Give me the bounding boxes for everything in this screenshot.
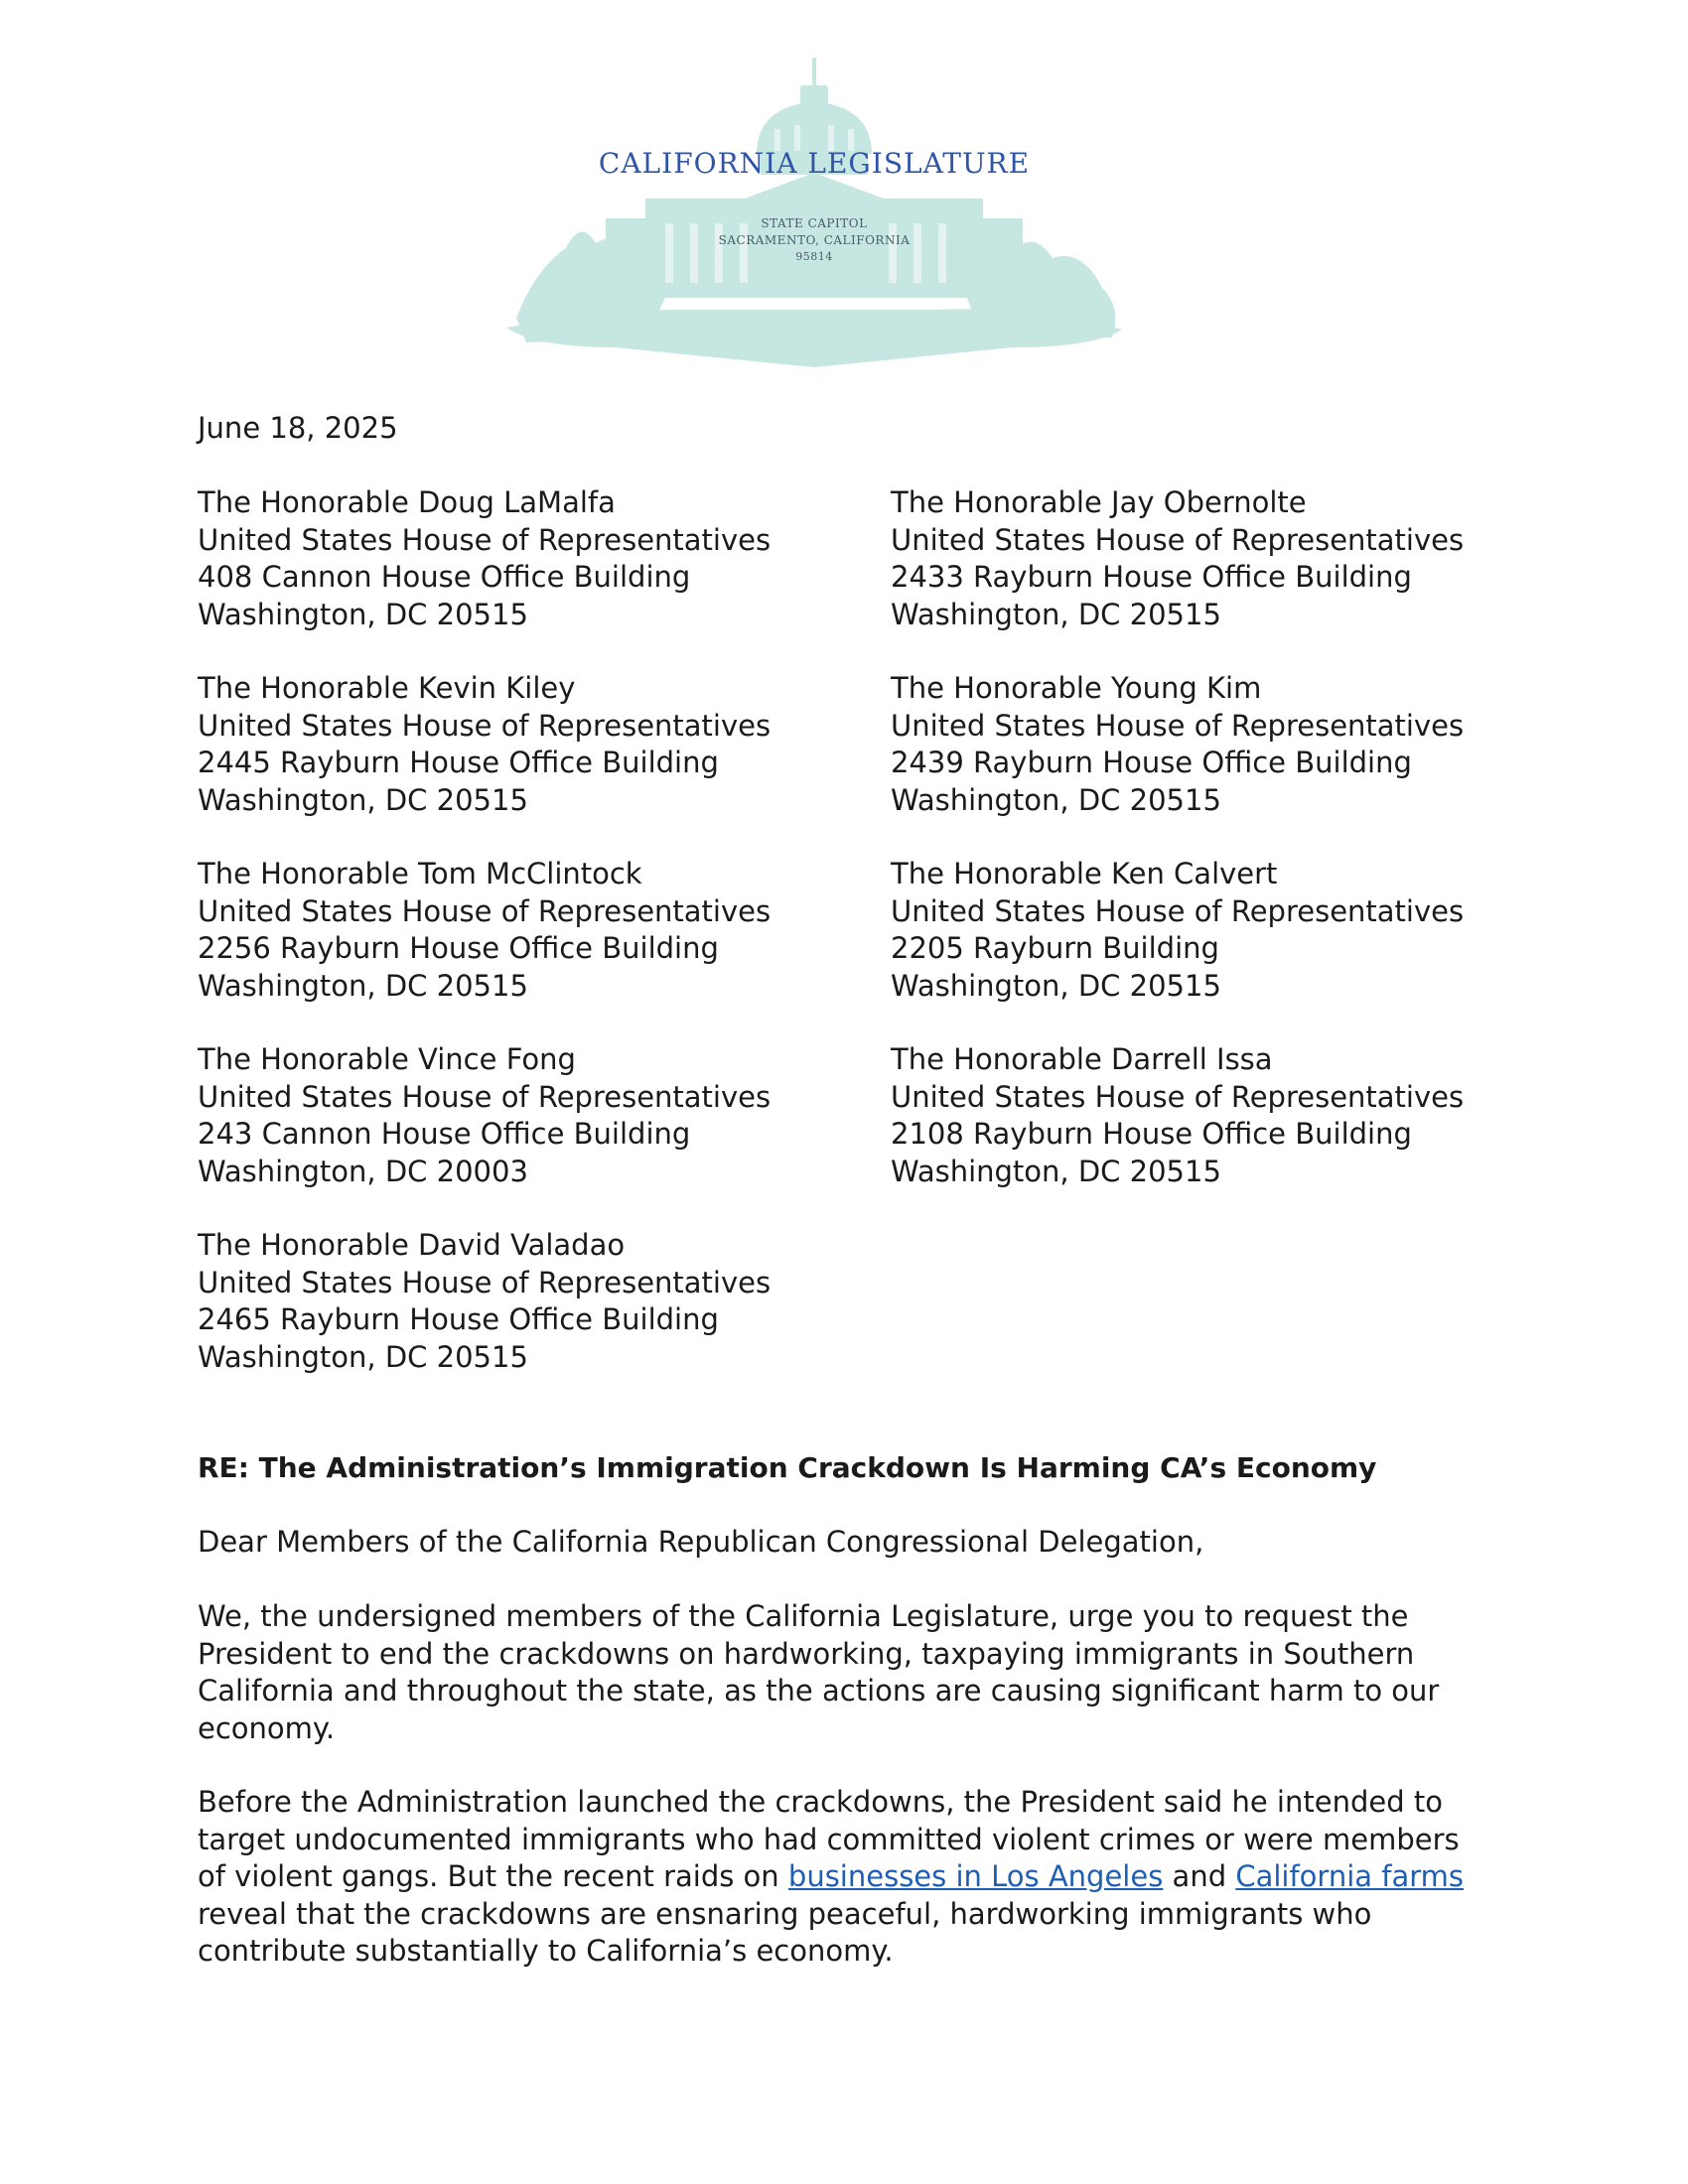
recipient-city: Washington, DC 20515 (198, 1339, 528, 1374)
recipient-name: The Honorable Darrell Issa (891, 1042, 1273, 1076)
recipient-address (891, 670, 1566, 819)
paragraph-line: California and throughout the state, as the actions are causing significant harm to our (198, 1674, 1440, 1707)
recipient-city: Washington, DC 20515 (198, 968, 528, 1003)
recipient-address (198, 670, 873, 819)
paragraph-line: Before the Administration launched the crackdowns, the President said he intended to (198, 1785, 1443, 1819)
recipient-address (198, 1041, 873, 1190)
recipient-org: United States House of Representatives (198, 1079, 772, 1114)
recipient-address (198, 856, 873, 1005)
recipient-office: 243 Cannon House Office Building (198, 1117, 691, 1151)
letterhead (496, 50, 1132, 377)
capitol-building-seal (496, 50, 1132, 377)
recipient-city: Washington, DC 20515 (891, 597, 1221, 631)
letterhead-address-line2: SACRAMENTO, CALIFORNIA (718, 233, 911, 247)
recipient-office: 2445 Rayburn House Office Building (198, 746, 719, 779)
paragraph-line: economy. (198, 1710, 336, 1745)
letterhead-address-line1: STATE CAPITOL (761, 216, 868, 230)
recipient-name: The Honorable Tom McClintock (198, 857, 642, 890)
recipient-city: Washington, DC 20515 (891, 1154, 1221, 1188)
recipient-address (891, 1041, 1566, 1190)
paragraph-line: contribute substantially to California’s economy. (198, 1934, 894, 1968)
paragraph-line: President to end the crackdowns on hardworking, taxpaying immigrants in Southern (198, 1636, 1415, 1671)
recipient-city: Washington, DC 20515 (198, 782, 528, 817)
recipient-office: 408 Cannon House Office Building (198, 560, 691, 594)
recipient-office: 2465 Rayburn House Office Building (198, 1302, 719, 1336)
recipient-org: United States House of Representatives (198, 893, 772, 928)
recipient-city: Washington, DC 20003 (198, 1154, 528, 1188)
recipient-org: United States House of Representatives (198, 1265, 772, 1299)
recipient-address (198, 484, 873, 633)
recipient-office: 2205 Rayburn Building (891, 931, 1219, 965)
recipient-name: The Honorable Ken Calvert (891, 857, 1278, 890)
recipient-name: The Honorable Jay Obernolte (891, 485, 1307, 519)
paragraph-line: We, the undersigned members of the California Legislature, urge you to request the (198, 1599, 1409, 1633)
recipient-name: The Honorable Vince Fong (198, 1042, 576, 1076)
recipient-org: United States House of Representatives (198, 522, 772, 557)
paragraph-line: reveal that the crackdowns are ensnaring peaceful, hardworking immigrants who (198, 1896, 1372, 1931)
recipient-office: 2256 Rayburn House Office Building (198, 931, 719, 965)
recipient-office: 2433 Rayburn House Office Building (891, 560, 1412, 594)
recipient-org: United States House of Representatives (891, 1079, 1465, 1114)
recipient-org: United States House of Representatives (891, 708, 1465, 743)
letterhead-title: CALIFORNIA LEGISLATURE (598, 147, 1031, 180)
paragraph-line: target undocumented immigrants who had committed violent crimes or were members (198, 1822, 1460, 1856)
recipient-name: The Honorable Doug LaMalfa (198, 485, 616, 519)
body-paragraph-1 (198, 1598, 1498, 1747)
recipient-office: 2108 Rayburn House Office Building (891, 1117, 1412, 1151)
recipient-name: The Honorable Kevin Kiley (198, 671, 576, 705)
recipient-address (891, 856, 1566, 1005)
businesses-los-angeles-link[interactable]: businesses in Los Angeles (787, 1859, 1164, 1893)
subject-line: RE: The Administration’s Immigration Crackdown Is Harming CA’s Economy (198, 1451, 1377, 1484)
recipient-city: Washington, DC 20515 (891, 782, 1221, 817)
paragraph-text: and (1163, 1859, 1236, 1893)
paragraph-line-with-links (198, 1858, 1498, 1896)
recipient-org: United States House of Representatives (891, 893, 1465, 928)
letter-date: June 18, 2025 (198, 411, 398, 445)
letterhead-address-line3: 95814 (795, 250, 833, 263)
recipients-right-column (891, 484, 1566, 1227)
recipient-address (198, 1227, 873, 1376)
recipient-city: Washington, DC 20515 (891, 968, 1221, 1003)
recipient-city: Washington, DC 20515 (198, 597, 528, 631)
body-paragraph-2 (198, 1784, 1498, 1971)
recipient-name: The Honorable Young Kim (891, 671, 1262, 705)
recipient-address (891, 484, 1566, 633)
recipient-org: United States House of Representatives (891, 522, 1465, 557)
paragraph-text: of violent gangs. But the recent raids on (198, 1859, 788, 1893)
recipient-office: 2439 Rayburn House Office Building (891, 746, 1412, 779)
recipient-name: The Honorable David Valadao (198, 1228, 626, 1262)
recipients-left-column (198, 484, 873, 1413)
california-farms-link[interactable]: California farms (1235, 1859, 1465, 1893)
recipient-org: United States House of Representatives (198, 708, 772, 743)
salutation: Dear Members of the California Republican Congressional Delegation, (198, 1525, 1204, 1559)
